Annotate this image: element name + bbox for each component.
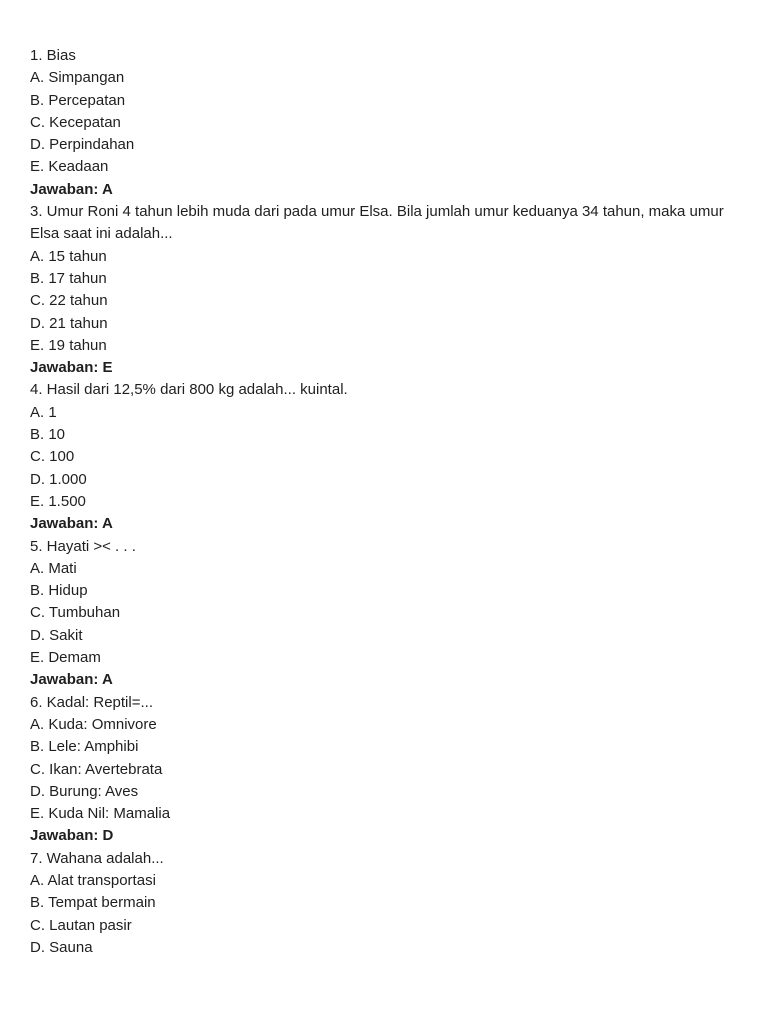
question-text: 5. Hayati >< . . . bbox=[30, 537, 136, 555]
option-c: C. Lautan pasir bbox=[30, 916, 132, 934]
option-a: A. 15 tahun bbox=[30, 247, 107, 265]
option-c: C. 22 tahun bbox=[30, 292, 108, 310]
question-text: 3. Umur Roni 4 tahun lebih muda dari pada umur Elsa. Bila jumlah umur keduanya 34 tahun, maka umur Elsa saat ini adalah... bbox=[30, 203, 724, 243]
option-c: C. 100 bbox=[30, 448, 75, 466]
option-e: E. Demam bbox=[30, 649, 101, 667]
question-block bbox=[30, 536, 748, 692]
option-d: D. Sakit bbox=[30, 626, 83, 644]
option-b: B. 10 bbox=[30, 426, 66, 444]
question-block bbox=[30, 379, 748, 535]
option-b: B. Tempat bermain bbox=[30, 894, 156, 912]
option-a: A. Kuda: Omnivore bbox=[30, 715, 157, 733]
option-a: A. Simpangan bbox=[30, 69, 125, 87]
option-c: C. Ikan: Avertebrata bbox=[30, 760, 163, 778]
option-a: A. Alat transportasi bbox=[30, 871, 156, 889]
option-a: A. 1 bbox=[30, 403, 57, 421]
option-e: E. 19 tahun bbox=[30, 336, 107, 354]
question-text: 6. Kadal: Reptil=... bbox=[30, 693, 153, 711]
document-body bbox=[30, 45, 748, 959]
option-c: C. Kecepatan bbox=[30, 113, 121, 131]
option-e: E. Kuda Nil: Mamalia bbox=[30, 805, 171, 823]
answer-key: Jawaban: D bbox=[30, 827, 114, 845]
option-d: D. Perpindahan bbox=[30, 136, 135, 154]
answer-key: Jawaban: A bbox=[30, 671, 113, 689]
option-d: D. Burung: Aves bbox=[30, 782, 139, 800]
question-block bbox=[30, 45, 748, 201]
question-block bbox=[30, 201, 748, 379]
option-d: D. 1.000 bbox=[30, 470, 87, 488]
option-e: E. Keadaan bbox=[30, 158, 109, 176]
option-b: B. Lele: Amphibi bbox=[30, 738, 139, 756]
option-d: D. Sauna bbox=[30, 938, 93, 956]
answer-key: Jawaban: A bbox=[30, 180, 113, 198]
option-b: B. Hidup bbox=[30, 582, 88, 600]
question-text: 1. Bias bbox=[30, 47, 76, 64]
option-c: C. Tumbuhan bbox=[30, 604, 121, 622]
question-text: 4. Hasil dari 12,5% dari 800 kg adalah... kuintal. bbox=[30, 381, 348, 399]
answer-key: Jawaban: A bbox=[30, 515, 113, 533]
option-b: B. Percepatan bbox=[30, 91, 126, 109]
option-d: D. 21 tahun bbox=[30, 314, 108, 332]
question-block bbox=[30, 692, 748, 848]
answer-key: Jawaban: E bbox=[30, 359, 113, 377]
option-b: B. 17 tahun bbox=[30, 269, 107, 287]
question-block bbox=[30, 848, 748, 959]
option-a: A. Mati bbox=[30, 559, 77, 577]
question-text: 7. Wahana adalah... bbox=[30, 849, 164, 867]
option-e: E. 1.500 bbox=[30, 492, 86, 510]
